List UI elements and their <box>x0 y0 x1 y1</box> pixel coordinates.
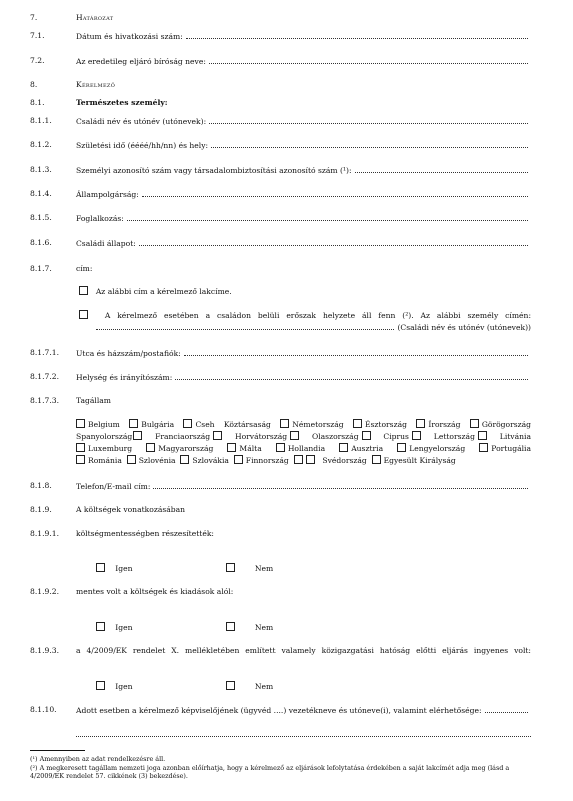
country-label: Szlovákia <box>192 456 229 465</box>
field-label: cím: <box>76 264 93 273</box>
yes-option[interactable] <box>96 563 133 573</box>
occupation-field[interactable] <box>76 213 528 223</box>
field-number: 8.1.4. <box>30 189 52 198</box>
no-option[interactable] <box>226 681 273 691</box>
field-number: 8.1.7.2. <box>30 372 59 381</box>
field-number: 8.1.8. <box>30 481 52 490</box>
country-label: Észtország <box>364 420 407 429</box>
country-label: Ciprus <box>383 432 409 441</box>
country-label: Románia <box>88 456 122 465</box>
country-label: Szlovénia <box>138 456 176 465</box>
no-option[interactable] <box>226 563 273 573</box>
checkbox[interactable] <box>290 431 299 440</box>
checkbox[interactable] <box>339 443 348 452</box>
checkbox[interactable] <box>96 622 105 631</box>
yes-option[interactable] <box>96 681 133 691</box>
country-option[interactable] <box>500 432 531 441</box>
option-label: A kérelmező esetében a családon belüli erőszak helyzete áll fenn (²). Az alábbi személy címén: <box>104 311 532 320</box>
domestic-violence-option[interactable] <box>79 310 531 320</box>
checkbox[interactable] <box>146 443 155 452</box>
country-option[interactable] <box>180 456 229 465</box>
country-row <box>76 431 531 441</box>
country-label: Bulgária <box>141 420 175 429</box>
checkbox[interactable] <box>306 455 315 464</box>
section-number: 8. <box>30 80 38 89</box>
country-option[interactable] <box>235 432 302 441</box>
section-number: 7. <box>30 13 38 22</box>
checkbox[interactable] <box>276 443 285 452</box>
checkbox[interactable] <box>280 419 289 428</box>
field-label: Személyi azonosító szám vagy társadalombiztosítási azonosító szám (¹): <box>76 166 352 175</box>
representative-continuation-line[interactable] <box>76 729 531 737</box>
field-number: 8.1.2. <box>30 140 52 149</box>
country-label: Málta <box>239 444 262 453</box>
country-label: Görögország <box>481 420 532 429</box>
checkbox[interactable] <box>79 310 88 319</box>
country-label: Franciaország <box>155 432 211 441</box>
country-label: Svédország <box>322 456 367 465</box>
country-label: Hollandia <box>287 444 326 453</box>
country-label: Belgium <box>88 420 120 429</box>
option-label: Igen <box>115 682 133 691</box>
country-label: Horvátország <box>234 432 288 441</box>
option-label: Az alábbi cím a kérelmező lakcíme. <box>95 287 232 296</box>
field-number: 8.1.10. <box>30 705 57 714</box>
section-title: Határozat <box>76 13 114 22</box>
checkbox[interactable] <box>79 286 88 295</box>
field-number: 8.1.3. <box>30 165 52 174</box>
checkbox[interactable] <box>226 563 235 572</box>
field-label: Állampolgárság: <box>76 190 139 199</box>
field-label: Utca és házszám/postafiók: <box>76 349 181 358</box>
country-label: Írország <box>428 420 461 429</box>
checkbox[interactable] <box>234 455 243 464</box>
name-field[interactable] <box>76 116 528 126</box>
birth-field[interactable] <box>76 140 528 150</box>
country-option[interactable] <box>276 444 325 453</box>
field-label: Tagállam <box>76 396 111 405</box>
option-label: Nem <box>254 623 274 632</box>
country-option[interactable] <box>127 456 176 465</box>
field-number: 8.1.7. <box>30 264 52 273</box>
representative-field[interactable] <box>76 705 528 715</box>
checkbox[interactable] <box>294 455 303 464</box>
option-label: Nem <box>254 564 274 573</box>
no-option[interactable] <box>226 622 273 632</box>
yes-option[interactable] <box>96 622 133 632</box>
field-label: Az eredetileg eljáró bíróság neve: <box>76 57 206 66</box>
country-option[interactable] <box>76 456 122 465</box>
country-label: Luxemburg <box>88 444 133 453</box>
city-field[interactable] <box>76 372 528 382</box>
country-row <box>76 455 456 465</box>
field-number: 8.1.9.1. <box>30 529 59 538</box>
checkbox[interactable] <box>129 419 138 428</box>
field-number: 8.1. <box>30 98 45 107</box>
country-option[interactable] <box>76 444 132 453</box>
country-option[interactable] <box>312 432 374 441</box>
checkbox[interactable] <box>213 431 222 440</box>
country-label: Olaszország <box>312 432 359 441</box>
checkbox[interactable] <box>76 419 85 428</box>
country-option-blank[interactable] <box>294 456 318 465</box>
country-label: Spanyolország <box>76 432 133 441</box>
checkbox[interactable] <box>96 681 105 690</box>
field-label: Telefon/E-mail cím: <box>76 482 151 491</box>
checkbox[interactable] <box>372 455 381 464</box>
checkbox[interactable] <box>226 622 235 631</box>
field-number: 7.2. <box>30 56 45 65</box>
field-label: Adott esetben a kérelmező képviselőjének (ügyvéd ....) vezetékneve és utóneve(i), valamint elérhetősége: <box>76 706 482 715</box>
country-option[interactable] <box>227 444 261 453</box>
checkbox[interactable] <box>76 455 85 464</box>
checkbox[interactable] <box>397 443 406 452</box>
country-option[interactable] <box>416 420 460 429</box>
field-label: költségmentességben részesítették: <box>76 529 214 538</box>
country-label: Németország <box>292 420 344 429</box>
section-title: Kérelmező <box>76 80 116 89</box>
country-row <box>76 443 531 453</box>
country-label: Ausztria <box>351 444 384 453</box>
field-label: Családi állapot: <box>76 239 136 248</box>
citizenship-field[interactable] <box>76 189 528 199</box>
field-number: 8.1.6. <box>30 238 52 247</box>
country-label: Litvánia <box>499 432 531 441</box>
phone-email-field[interactable] <box>76 481 528 491</box>
country-label: Lengyelország <box>409 444 466 453</box>
option-label: Igen <box>115 564 133 573</box>
country-label: Lettország <box>433 432 475 441</box>
option-label: Igen <box>115 623 133 632</box>
country-option[interactable] <box>155 432 225 441</box>
footnote-2: (²) A megkeresett tagállam nemzeti joga azonban előírhatja, hogy a kérelmező az eljárások lefolytatása érdekében a saját lakcímét adja meg (lásd a 4/2009/EK rendelet 57. cikkének (3) bekezdése). <box>30 764 510 780</box>
country-option[interactable] <box>76 420 120 429</box>
field-label: a 4/2009/EK rendelet X. mellékletében említett valamely közigazgatási hatóság előtti eljárás ingyenes volt: <box>76 646 531 655</box>
field-number: 8.1.1. <box>30 116 52 125</box>
checkbox[interactable] <box>412 431 421 440</box>
country-option[interactable] <box>339 444 383 453</box>
field-number: 8.1.9.3. <box>30 646 59 655</box>
checkbox[interactable] <box>127 455 136 464</box>
option-label: Nem <box>254 682 274 691</box>
field-label: Helység és irányítószám: <box>76 373 173 382</box>
country-option[interactable] <box>479 444 531 453</box>
country-option[interactable] <box>397 444 465 453</box>
marital-status-field[interactable] <box>76 238 528 248</box>
residence-option[interactable] <box>79 286 232 296</box>
country-option[interactable] <box>129 420 174 429</box>
checkbox[interactable] <box>362 431 371 440</box>
checkbox[interactable] <box>96 563 105 572</box>
country-row <box>76 419 531 429</box>
country-option[interactable] <box>353 420 407 429</box>
checkbox[interactable] <box>470 419 479 428</box>
country-option[interactable] <box>146 444 213 453</box>
footnote-1: (¹) Amennyiben az adat rendelkezésre áll. <box>30 755 166 763</box>
country-option[interactable] <box>280 420 343 429</box>
country-option[interactable] <box>234 456 289 465</box>
country-option[interactable] <box>372 456 456 465</box>
checkbox[interactable] <box>353 419 362 428</box>
checkbox[interactable] <box>226 681 235 690</box>
field-label: Foglalkozás: <box>76 214 124 223</box>
country-option[interactable] <box>470 420 531 429</box>
id-number-field[interactable] <box>76 165 528 175</box>
date-reference-field[interactable] <box>76 31 528 41</box>
checkbox[interactable] <box>227 443 236 452</box>
checkbox[interactable] <box>183 419 192 428</box>
country-option[interactable] <box>383 432 424 441</box>
country-option[interactable] <box>322 456 366 465</box>
checkbox[interactable] <box>416 419 425 428</box>
country-option[interactable] <box>76 432 145 441</box>
option-label: (Családi név és utónév (utónevek)) <box>397 323 531 332</box>
checkbox[interactable] <box>76 443 85 452</box>
footnote-rule <box>30 750 85 751</box>
field-label: Dátum és hivatkozási szám: <box>76 32 183 41</box>
field-number: 8.1.7.1. <box>30 348 59 357</box>
field-number: 8.1.7.3. <box>30 396 59 405</box>
field-label: Családi név és utónév (utónevek): <box>76 117 207 126</box>
field-number: 8.1.5. <box>30 213 52 222</box>
checkbox[interactable] <box>133 431 142 440</box>
subsection-title: Természetes személy: <box>76 98 168 107</box>
field-label: A költségek vonatkozásában <box>76 505 186 514</box>
field-label: Születési idő (éééé/hh/nn) és hely: <box>76 141 209 150</box>
country-label: Portugália <box>491 444 531 453</box>
field-number: 8.1.9.2. <box>30 587 59 596</box>
field-label: mentes volt a költségek és kiadások alól: <box>76 587 234 596</box>
checkbox[interactable] <box>479 443 488 452</box>
field-number: 7.1. <box>30 31 45 40</box>
field-number: 8.1.9. <box>30 505 52 514</box>
country-label: Egyesült Királyság <box>383 456 456 465</box>
original-court-field[interactable] <box>76 56 528 66</box>
country-label: Magyarország <box>158 444 214 453</box>
country-option[interactable] <box>183 420 270 429</box>
checkbox[interactable] <box>478 431 487 440</box>
contact-person-field[interactable] <box>96 322 531 332</box>
street-field[interactable] <box>76 348 528 358</box>
country-label: Cseh Köztársaság <box>195 420 271 429</box>
checkbox[interactable] <box>180 455 189 464</box>
country-option[interactable] <box>434 432 490 441</box>
country-label: Finnország <box>245 456 289 465</box>
